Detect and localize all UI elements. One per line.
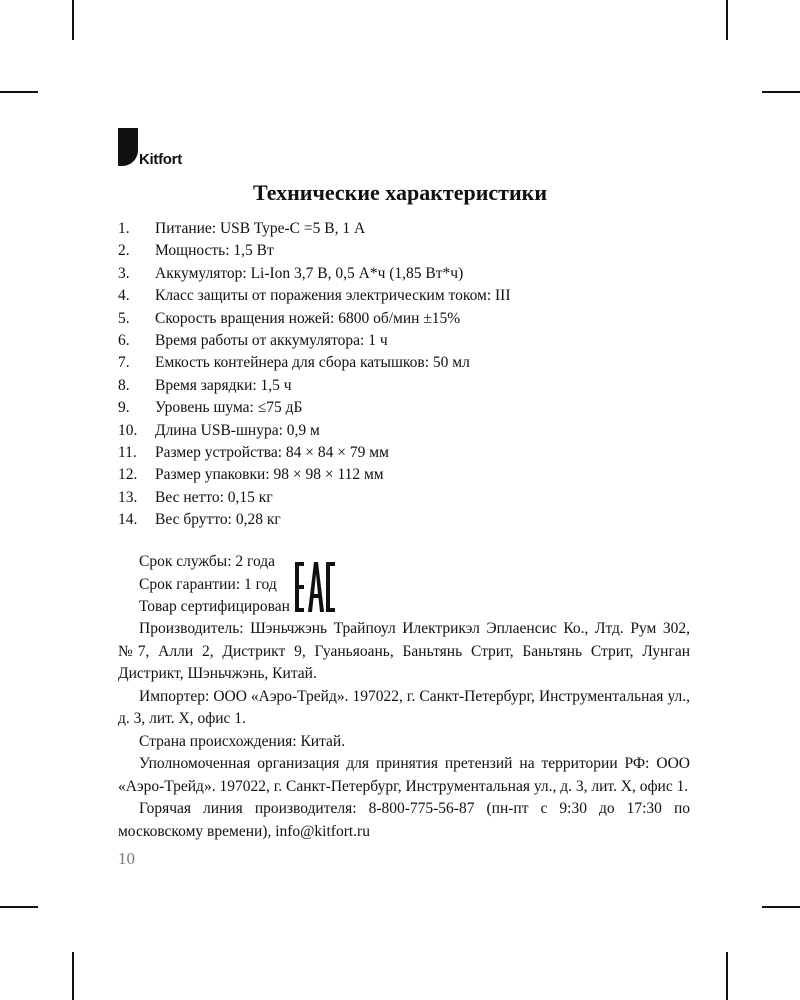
spec-number: 4. (118, 287, 130, 305)
spec-item (118, 352, 511, 374)
certification-block (118, 551, 690, 619)
spec-number: 11. (118, 443, 137, 461)
warranty: Срок гарантии: 1 год (139, 575, 277, 593)
page-number: 10 (118, 849, 135, 868)
spec-number: 8. (118, 376, 130, 394)
spec-item (118, 464, 511, 486)
spec-number: 10. (118, 421, 138, 439)
spec-text: Уровень шума: ≤75 дБ (155, 399, 303, 417)
spec-item (118, 397, 511, 419)
crop-mark-right-upper (762, 91, 800, 93)
kitfort-logo (118, 128, 182, 166)
specs-list (118, 218, 511, 531)
spec-item (118, 330, 511, 352)
hotline-text: Горячая линия производителя: 8-800-775-56-87 (пн-пт с 9:30 до 17:30 по московскому времени), info@kitfort.ru (118, 800, 690, 840)
spec-number: 2. (118, 242, 130, 260)
eac-certification-mark (295, 562, 335, 612)
spec-item (118, 442, 511, 464)
spec-number: 14. (118, 511, 138, 529)
spec-number: 13. (118, 488, 138, 506)
crop-mark-top-left (72, 0, 74, 40)
spec-item (118, 487, 511, 509)
crop-mark-left-lower (0, 906, 38, 908)
crop-mark-bottom-left (72, 952, 74, 1000)
spec-number: 7. (118, 354, 130, 372)
spec-text: Класс защиты от поражения электрическим током: III (155, 287, 511, 305)
spec-text: Время работы от аккумулятора: 1 ч (155, 331, 388, 349)
spec-number: 1. (118, 220, 130, 237)
spec-text: Вес брутто: 0,28 кг (155, 511, 281, 529)
spec-item (118, 420, 511, 442)
spec-item (118, 285, 511, 307)
info-block (118, 618, 690, 843)
spec-text: Емкость контейнера для сбора катышков: 50 мл (155, 354, 470, 372)
spec-item (118, 218, 511, 240)
spec-text: Размер упаковки: 98 × 98 × 112 мм (155, 466, 384, 484)
spec-text: Длина USB-шнура: 0,9 м (155, 421, 320, 439)
spec-text: Мощность: 1,5 Вт (155, 242, 274, 260)
spec-item (118, 375, 511, 397)
spec-text: Размер устройства: 84 × 84 × 79 мм (155, 443, 389, 461)
page-title: Технические характеристики (252, 180, 548, 205)
spec-text: Вес нетто: 0,15 кг (155, 488, 273, 506)
brand-name: Kitfort (139, 151, 182, 168)
crop-mark-top-right (726, 0, 728, 40)
spec-number: 3. (118, 264, 130, 282)
kitfort-logo-icon (118, 128, 138, 166)
spec-item (118, 240, 511, 262)
manufacturer-text: Производитель: Шэньчжэнь Трайпоул Илектрикэл Эплаенсис Ко., Лтд. Рум 302, №7, Алли 2, Дистрикт 9, Гуаньяоань, Баньтянь Стрит, Баньтянь Стрит, Лунган Дистрикт, Шэньчжэнь, Китай. (118, 620, 690, 682)
spec-text: Аккумулятор: Li-Ion 3,7 В, 0,5 А*ч (1,85 Вт*ч) (155, 264, 464, 282)
origin-text: Страна происхождения: Китай. (139, 732, 346, 750)
spec-item (118, 509, 511, 531)
crop-mark-bottom-right (726, 952, 728, 1000)
spec-text: Питание: USB Type-C =5 В, 1 А (155, 220, 366, 237)
spec-text: Время зарядки: 1,5 ч (155, 376, 292, 394)
spec-number: 12. (118, 466, 138, 484)
authorized-organization-text: Уполномоченная организация для принятия претензий на территории РФ: ООО «Аэро-Трейд». 197022, г. Санкт-Петербург, Инструментальная ул., д. 3, лит. Х, офис 1. (118, 755, 690, 795)
spec-item (118, 308, 511, 330)
crop-mark-left-upper (0, 91, 38, 93)
certified: Товар сертифицирован (139, 598, 290, 615)
spec-number: 6. (118, 331, 130, 349)
service-life: Срок службы: 2 года (139, 553, 276, 570)
spec-number: 9. (118, 399, 130, 417)
spec-number: 5. (118, 309, 130, 327)
spec-item (118, 263, 511, 285)
spec-text: Скорость вращения ножей: 6800 об/мин ±15% (155, 309, 461, 327)
crop-mark-right-lower (762, 906, 800, 908)
importer-text: Импортер: ООО «Аэро-Трейд». 197022, г. Санкт-Петербург, Инструментальная ул., д. 3, лит. Х, офис 1. (118, 687, 690, 727)
